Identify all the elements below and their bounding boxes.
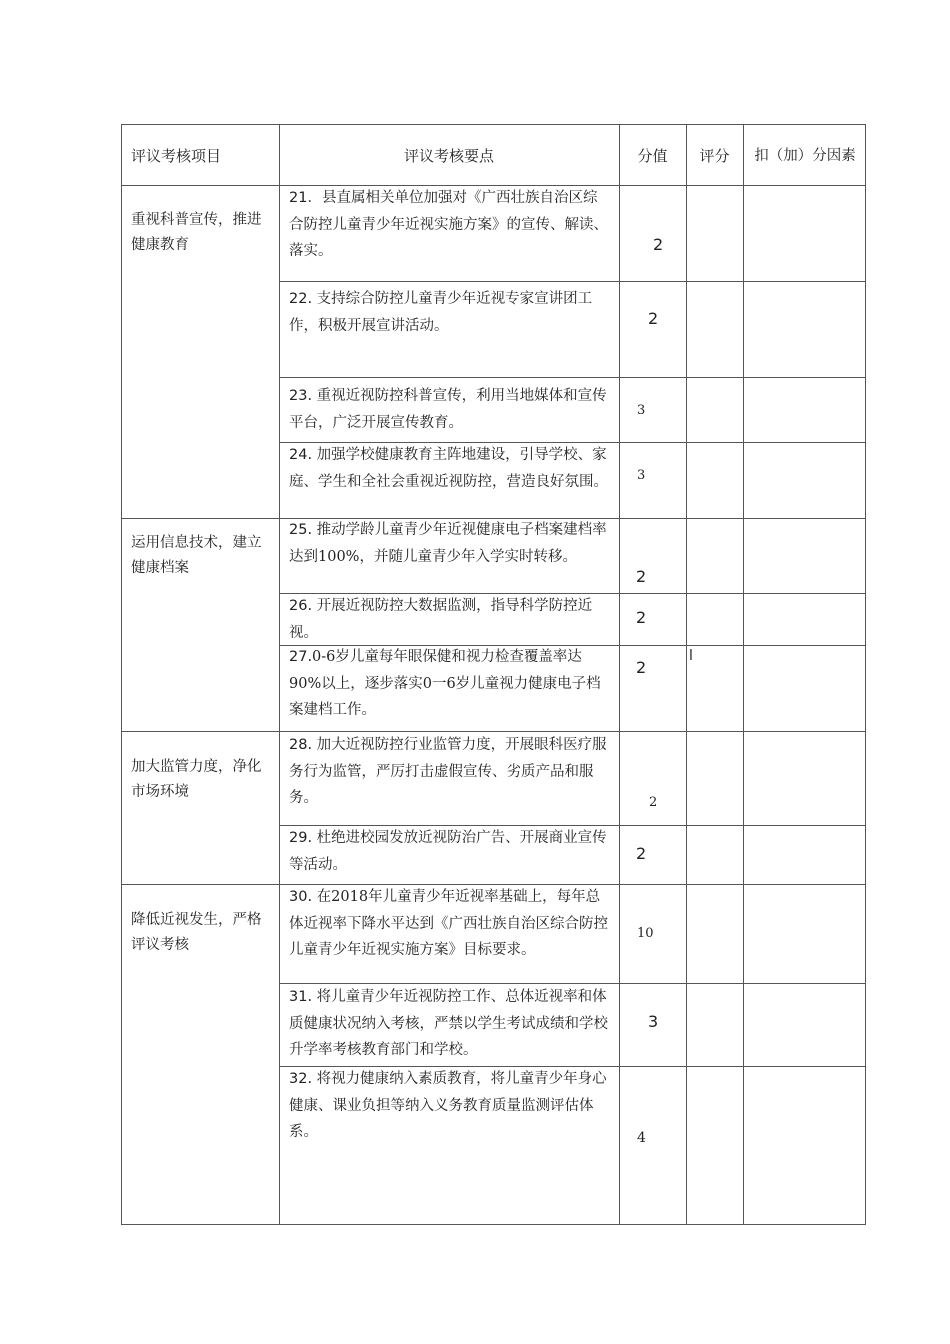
table-border-top bbox=[121, 124, 866, 125]
column-divider-4 bbox=[743, 124, 744, 1224]
point-text: . 开展近视防控大数据监测，指导科学防控近视。 bbox=[289, 598, 593, 641]
point-value: 2 bbox=[653, 235, 664, 254]
point-cell bbox=[280, 732, 619, 812]
point-text: . 推动学龄儿童青少年近视健康电子档案建档率达到100%，并随儿童青少年入学实时转移。 bbox=[289, 522, 607, 565]
point-text: . 重视近视防控科普宣传，利用当地媒体和宣传平台，广泛开展宣传教育。 bbox=[289, 388, 607, 431]
point-value: 10 bbox=[637, 926, 654, 941]
point-text: . 将儿童青少年近视防控工作、总体近视率和体质健康状况纳入考核，严禁以学生考试成绩和学校升学率考核教育部门和学校。 bbox=[289, 989, 608, 1058]
point-text: ．县直属相关单位加强对《广西壮族自治区综合防控儿童青少年近视实施方案》的宣传、解读、落实。 bbox=[289, 190, 608, 259]
point-value: 2 bbox=[636, 608, 647, 627]
header-points: 评议考核要点 bbox=[403, 147, 494, 165]
point-cell bbox=[280, 593, 619, 646]
point-value: 2 bbox=[648, 309, 659, 328]
point-value: 4 bbox=[637, 1130, 646, 1146]
category-cell: 加大监管力度，净化市场环境 bbox=[131, 759, 262, 800]
point-text: . 加大近视防控行业监管力度，开展眼科医疗服务行为监管，严厉打击虚假宣传、劣质产品和服务。 bbox=[289, 737, 607, 806]
point-cell bbox=[280, 383, 619, 436]
point-value: 3 bbox=[637, 403, 646, 418]
point-number: 26 bbox=[289, 598, 308, 614]
point-number: 25 bbox=[289, 522, 308, 538]
point-value: 2 bbox=[636, 844, 647, 863]
point-cell bbox=[280, 442, 619, 495]
point-number: 23 bbox=[289, 388, 308, 404]
category-cell: 降低近视发生，严格评议考核 bbox=[131, 912, 262, 953]
row-divider bbox=[279, 377, 866, 378]
point-text: . 在2018年儿童青少年近视率基础上，每年总体近视率下降水平达到《广西壮族自治区综合防控儿童青少年近视实施方案》目标要求。 bbox=[289, 889, 608, 958]
point-text: . 加强学校健康教育主阵地建设，引导学校、家庭、学生和全社会重视近视防控，营造良好氛围。 bbox=[289, 447, 608, 490]
score-mark: l bbox=[689, 648, 693, 664]
header-score: 评分 bbox=[699, 147, 730, 165]
point-text: . 杜绝进校园发放近视防治广告、开展商业宣传等活动。 bbox=[289, 830, 607, 873]
table-border-bottom bbox=[121, 1224, 866, 1225]
point-cell bbox=[280, 1066, 619, 1146]
point-value: 3 bbox=[648, 1012, 659, 1031]
point-number: 21 bbox=[289, 190, 308, 206]
category-cell: 运用信息技术，建立健康档案 bbox=[131, 535, 262, 576]
point-number: 24 bbox=[289, 447, 308, 463]
table-border-right bbox=[865, 124, 866, 1224]
column-divider-3 bbox=[686, 124, 687, 1224]
table-border-left bbox=[121, 124, 122, 1224]
point-cell bbox=[280, 984, 619, 1064]
point-cell bbox=[280, 185, 619, 265]
point-number: 28 bbox=[289, 737, 308, 753]
point-value: 3 bbox=[637, 468, 646, 483]
point-cell bbox=[280, 825, 619, 878]
point-cell bbox=[280, 884, 619, 964]
point-number: 22 bbox=[289, 291, 308, 307]
header-factors: 扣（加）分因素 bbox=[754, 148, 856, 164]
point-number: 31 bbox=[289, 989, 308, 1005]
evaluation-table bbox=[121, 124, 866, 1224]
point-cell bbox=[280, 644, 619, 724]
point-number: 32 bbox=[289, 1071, 308, 1087]
point-cell bbox=[280, 517, 619, 570]
header-item: 评议考核项目 bbox=[131, 147, 222, 165]
point-number: 30 bbox=[289, 889, 308, 905]
point-text: . 支持综合防控儿童青少年近视专家宣讲团工作，积极开展宣讲活动。 bbox=[289, 291, 593, 334]
point-text: . 将视力健康纳入素质教育，将儿童青少年身心健康、课业负担等纳入义务教育质量监测评估体系。 bbox=[289, 1071, 607, 1140]
point-text: .0-6岁儿童每年眼保健和视力检查覆盖率达90%以上，逐步落实0一6岁儿童视力健康电子档案建档工作。 bbox=[289, 649, 601, 718]
header-value: 分值 bbox=[637, 147, 668, 165]
row-divider bbox=[279, 281, 866, 282]
column-divider-2 bbox=[619, 124, 620, 1224]
point-value: 2 bbox=[636, 658, 647, 677]
point-cell bbox=[280, 286, 619, 339]
point-number: 27 bbox=[289, 649, 308, 665]
point-value: 2 bbox=[649, 795, 658, 810]
category-cell: 重视科普宣传，推进健康教育 bbox=[131, 212, 262, 253]
point-value: 2 bbox=[636, 567, 647, 586]
point-number: 29 bbox=[289, 830, 308, 846]
